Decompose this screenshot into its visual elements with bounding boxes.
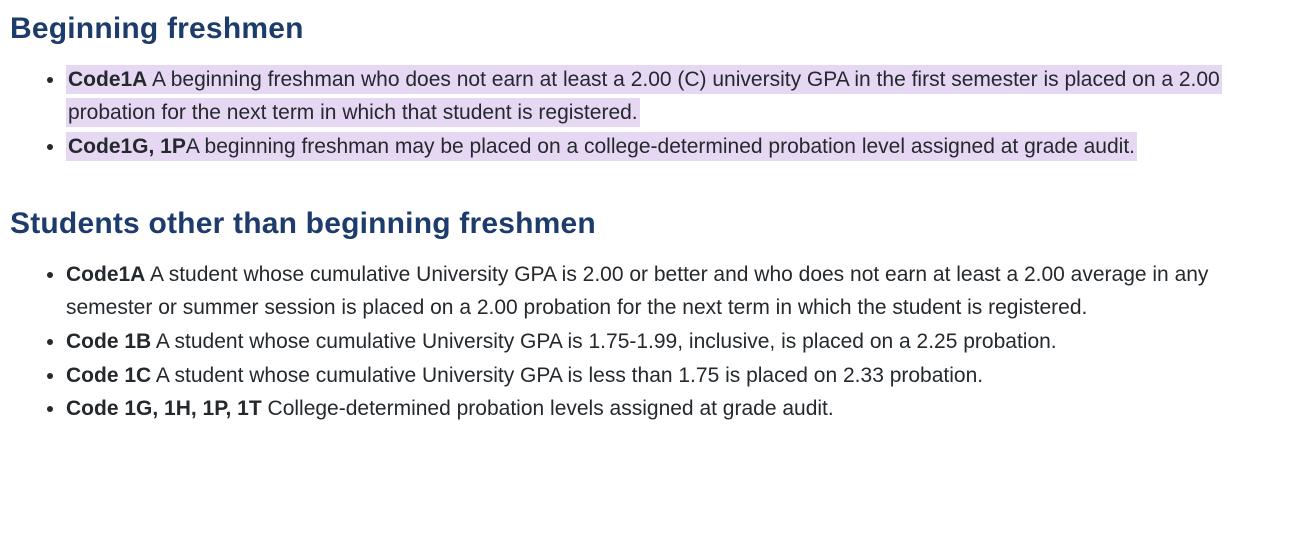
code-label: Code1A [68, 67, 148, 91]
code-label: Code1G, 1P [68, 134, 186, 158]
item-text: A beginning freshman may be placed on a college-determined probation level assigned at grade audit. [185, 134, 1135, 158]
list-item [66, 130, 1260, 164]
list-item [66, 359, 1260, 393]
code-label: Code 1G, 1H, 1P, 1T [66, 397, 262, 421]
list-item [66, 63, 1260, 130]
code-label: Code1A [66, 262, 146, 286]
highlighted-text [66, 132, 1137, 161]
code-label: Code 1B [66, 329, 152, 353]
item-text: A student whose cumulative University GPA is 2.00 or better and who does not earn at least a 2.00 average in any semester or summer session is placed on a 2.00 probation for the next term in which the student is registered. [66, 262, 1209, 320]
section-beginning-freshmen [10, 12, 1260, 163]
list-item [66, 325, 1260, 359]
item-text: A beginning freshman who does not earn at least a 2.00 (C) university GPA in the first semester is placed on a 2.00 probation for the next term in which that student is registered. [68, 67, 1220, 125]
item-text: College-determined probation levels assigned at grade audit. [261, 397, 834, 421]
section-heading: Students other than beginning freshmen [10, 207, 596, 241]
list-item [66, 258, 1260, 325]
bullet-list [10, 258, 1260, 426]
item-text: A student whose cumulative University GPA is less than 1.75 is placed on 2.33 probation. [151, 363, 984, 387]
highlighted-text [66, 65, 1222, 128]
section-heading: Beginning freshmen [10, 12, 304, 45]
item-text: A student whose cumulative University GPA is 1.75-1.99, inclusive, is placed on a 2.25 probation. [151, 329, 1057, 353]
section-students-other-than-beginning-freshmen [10, 207, 1260, 425]
bullet-list [10, 63, 1260, 164]
content [10, 12, 1260, 426]
list-item [66, 392, 1260, 426]
code-label: Code 1C [66, 363, 152, 387]
